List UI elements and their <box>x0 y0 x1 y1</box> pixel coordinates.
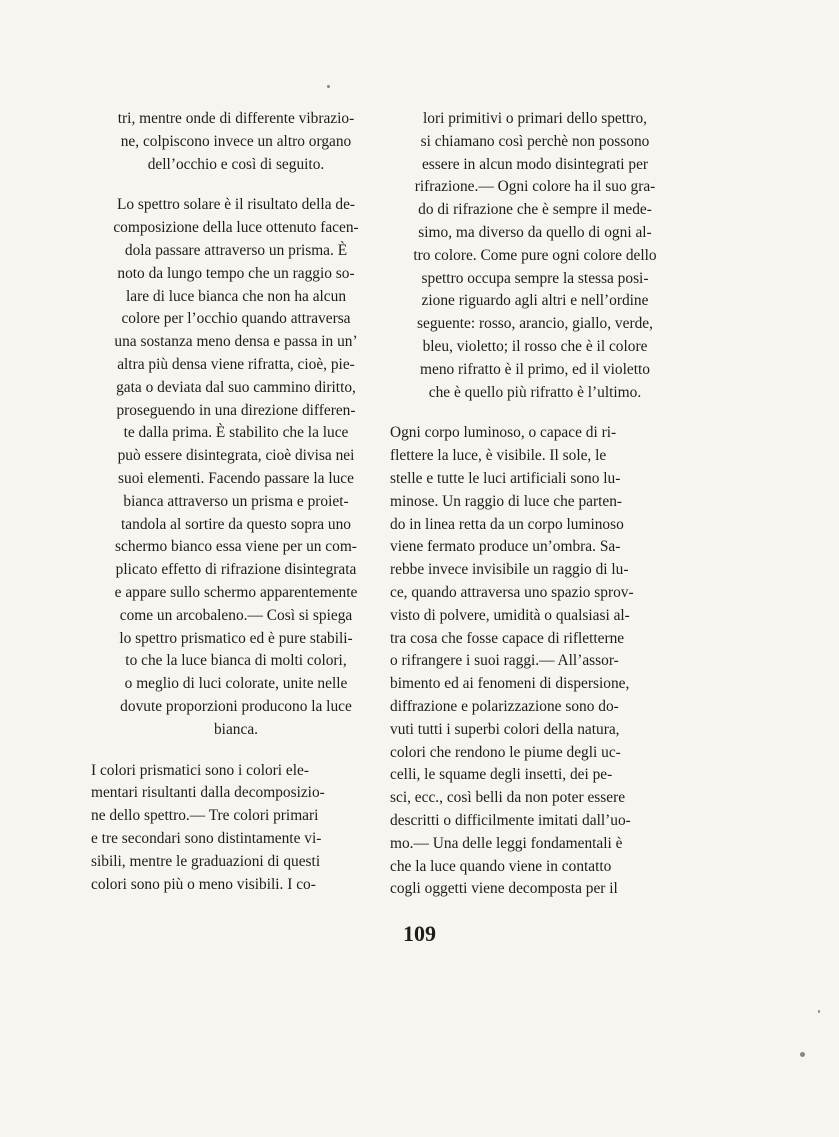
right-column <box>390 108 680 901</box>
paper-speck <box>327 85 330 88</box>
paper-speck <box>800 1052 805 1057</box>
page-number: 109 <box>403 921 436 946</box>
paragraph: I colori prismatici sono i colori ele- mentari risultanti dalla decomposizio- ne dello spettro.— Tre colori primari e tre secondari sono distintamente vi- sibili, mentre le graduazioni di questi colori sono più o meno visibili. I co- <box>91 761 325 893</box>
left-column <box>91 108 381 896</box>
paper-speck <box>818 1010 820 1013</box>
paragraph: Ogni corpo luminoso, o capace di ri- flettere la luce, è visibile. Il sole, le stelle e tutte le luci artificiali sono lu- minose. Un raggio di luce che parten- do in linea retta da un corpo luminoso viene fermato produce un’ombra. Sa- rebbe invece invisibile un raggio di lu- ce, quando attraversa uno spazio sprov- visto di polvere, umidità o qualsiasi al- tra cosa che fosse capace di rifletterne o rifrangere i suoi raggi.— All’assor- bimento ed ai fenomeni di dispersione, diffrazione e polarizzazione sono do- vuti tutti i superbi colori della natura, colori che rendono le piume degli uc- celli, le squame degli insetti, dei pe- sci, ecc., così belli da non poter essere descritti o difficilmente imitati dall’uo- mo.— Una delle leggi fondamentali è che la luce quando viene in contatto cogli oggetti viene decomposta per il <box>390 424 634 898</box>
paragraph: Lo spettro solare è il risultato della de- composizione della luce ottenuto facen- dola passare attraverso un prisma. È noto da lungo tempo che un raggio so- lare di luce bianca che non ha alcun colore per l’occhio quando attraversa una sostanza meno densa e passa in un’ altra più densa viene rifratta, cioè, pie- gata o deviata dal suo cammino diritto, proseguendo in una direzione differen- te dalla prima. È stabilito che la luce può essere disintegrata, cioè divisa nei suoi elementi. Facendo passare la luce bianca attraverso un prisma e proiet- tandola al sortire da questo sopra uno schermo bianco essa viene per un com- plicato effetto di rifrazione disintegrata e appare sullo schermo apparentemente come un arcobaleno.— Così si spiega lo spettro prismatico ed è pure stabili- to che la luce bianca di molti colori, o meglio di luci colorate, unite nelle dovute proporzioni producono la luce bianca. <box>113 196 359 738</box>
paragraph: tri, mentre onde di differente vibrazio- ne, colpiscono invece un altro organo dell’occhio e così di seguito. <box>117 110 355 173</box>
paragraph: lori primitivi o primari dello spettro, si chiamano così perchè non possono essere in alcun modo disintegrati per rifrazione.— Ogni colore ha il suo gra- do di rifrazione che è sempre il mede- simo, ma diverso da quello di ogni al- tro colore. Come pure ogni colore dello spettro occupa sempre la stessa posi- zione riguardo agli altri e nell’ordine seguente: rosso, arancio, giallo, verde, bleu, violetto; il rosso che è il colore meno rifratto è il primo, ed il violetto che è quello più rifratto è l’ultimo. <box>413 110 657 401</box>
